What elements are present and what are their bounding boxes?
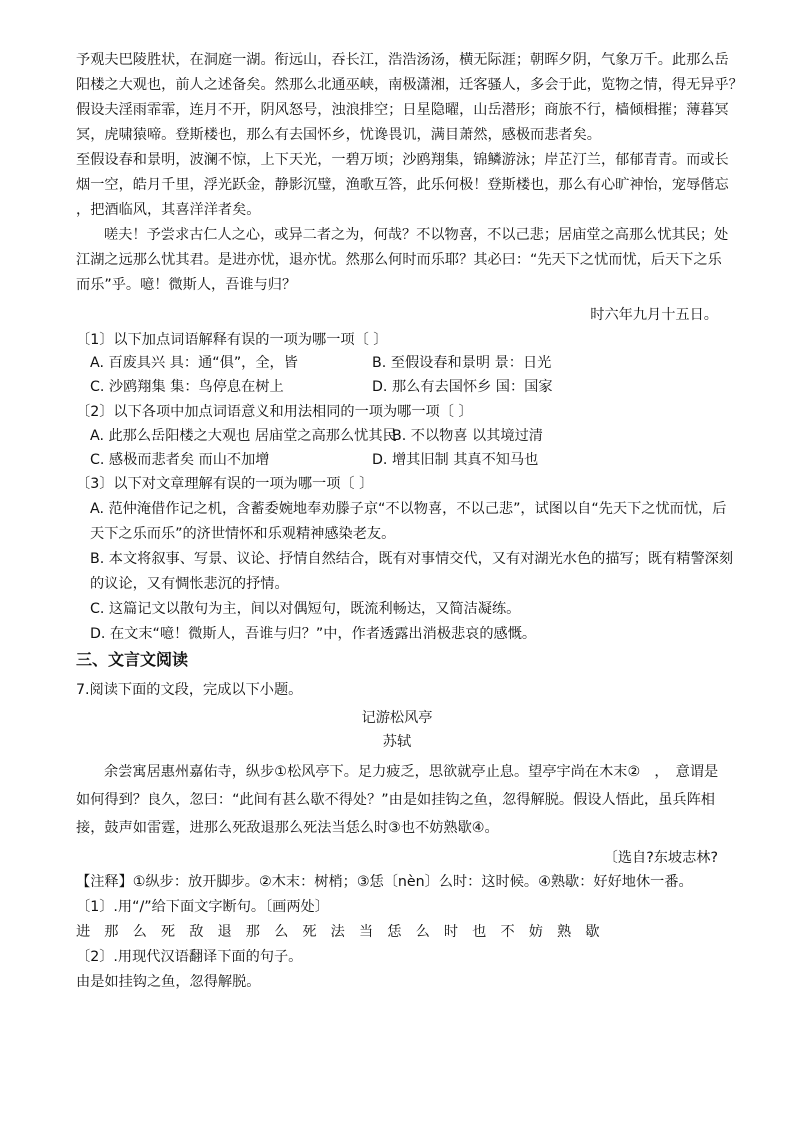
q7-body-line: 如何得到？良久，忽曰：“此间有甚么歇不得处？”由是如挂钩之鱼，忽得解脱。假设人悟此，虽兵阵相 (76, 792, 715, 808)
q7-intro: 7.阅读下面的文段，完成以下小题。 (76, 682, 303, 698)
q3-option-line: A. 范仲淹借作记之机，含蓄委婉地奉劝滕子京“不以物喜，不以己悲”，试图以自“先天下之忧而忧，后 (90, 501, 727, 517)
q2-option-c: C. 感极而悲者矣 而山不加增 (90, 452, 270, 468)
q2-options-row (90, 450, 718, 470)
section-title: 三、文言文阅读 (76, 650, 189, 669)
q7-body-line: 余尝寓居惠州嘉佑寺，纵步①松风亭下。足力疲乏，思欲就亭止息。望亭宇尚在木末② ， 意谓是 (104, 764, 719, 780)
passage-line: 而乐”乎。噫！微斯人，吾谁与归？ (76, 277, 297, 293)
passage-line: 假设夫淫雨霏霏，连月不开，阴风怒号，浊浪排空；日星隐曜，山岳潜形；商旅不行，樯倾楫摧；薄暮冥 (76, 102, 729, 118)
q7-sub2-text: 由是如挂钩之鱼，忽得解脱。 (76, 974, 261, 990)
q1-options-row (90, 353, 718, 373)
q3-option-line: 的议论，又有惆怅悲沉的抒情。 (90, 576, 289, 592)
q7-sub2: 〔2〕.用现代汉语翻译下面的句子。 (76, 949, 303, 965)
q2-option-a: A. 此那么岳阳楼之大观也 居庙堂之高那么忧其民 (90, 428, 397, 444)
q1-stem: 〔1〕以下加点词语解释有误的一项为哪一项〔 〕 (76, 332, 388, 348)
q1-option-a: A. 百废具兴 具：通“俱”，全，皆 (90, 355, 298, 371)
q2-option-d: D. 增其旧制 其真不知马也 (372, 452, 539, 468)
passage-line: ，把酒临风，其喜洋洋者矣。 (76, 202, 261, 218)
q2-options-row (90, 426, 718, 446)
passage-line: 烟一空，皓月千里，浮光跃金，静影沉璧，渔歌互答，此乐何极！登斯楼也，那么有心旷神怡，宠辱偕忘 (76, 177, 729, 193)
q3-option-line: B. 本文将叙事、写景、议论、抒情自然结合，既有对事情交代，又有对湖光水色的描写；既有精警深刻 (90, 551, 734, 567)
passage-line: 冥，虎啸猿啼。登斯楼也，那么有去国怀乡，忧谗畏讥，满目萧然，感极而悲者矣。 (76, 127, 601, 143)
passage-line: 江湖之远那么忧其君。是进亦忧，退亦忧。然那么何时而乐耶？其必曰：“先天下之忧而忧，后天下之乐 (76, 252, 722, 268)
q7-body-line: 接，鼓声如雷霆，进那么死敌退那么死法当恁么时③也不妨熟歇④。 (76, 820, 499, 836)
q2-stem: 〔2〕以下各项中加点词语意义和用法相同的一项为哪一项〔 〕 (76, 404, 473, 420)
q1-option-d: D. 那么有去国怀乡 国：国家 (372, 379, 553, 395)
q7-sub1-text: 进 那 么 死 敌 退 那 么 死 法 当 恁 么 时 也 不 妨 熟 歇 (76, 924, 605, 940)
q7-author: 苏轼 (382, 734, 412, 750)
passage-line: 阳楼之大观也，前人之述备矣。然那么北通巫峡，南极潇湘，迁客骚人，多会于此，览物之情，得无异乎？ (76, 77, 743, 93)
q3-stem: 〔3〕以下对文章理解有误的一项为哪一项〔 〕 (76, 476, 374, 492)
q7-title: 记游松风亭 (361, 710, 433, 726)
q1-options-row (90, 377, 718, 397)
q3-option-line: D. 在文末“噫！微斯人，吾谁与归？”中，作者透露出消极悲哀的感慨。 (90, 626, 537, 642)
passage-line: 嗟夫！予尝求古仁人之心，或异二者之为，何哉？不以物喜，不以己悲；居庙堂之高那么忧其民；处 (104, 227, 729, 243)
q7-sub1: 〔1〕.用“/”给下面文字断句。〔画两处〕 (76, 899, 329, 915)
q2-option-b: B. 不以物喜 以其境过清 (392, 428, 543, 444)
q1-option-b: B. 至假设春和景明 景：日光 (372, 355, 552, 371)
passage-line: 至假设春和景明，波澜不惊，上下天光，一碧万顷；沙鸥翔集，锦鳞游泳；岸芷汀兰，郁郁青青。而或长 (76, 152, 729, 168)
passage-date: 时六年九月十五日。 (590, 307, 718, 323)
passage-line: 予观夫巴陵胜状，在洞庭一湖。衔远山，吞长江，浩浩汤汤，横无际涯；朝晖夕阴，气象万千。此那么岳 (76, 52, 729, 68)
q3-option-line: 天下之乐而乐”的济世情怀和乐观精神感染老友。 (90, 526, 396, 542)
q3-option-line: C. 这篇记文以散句为主，间以对偶短句，既流利畅达，又简洁凝练。 (90, 601, 521, 617)
q7-source: 〔选自?东坡志林? (603, 850, 718, 866)
q7-notes: 【注释】①纵步：放开脚步。②木末：树梢；③恁〔nèn〕么时：这时候。④熟歇：好好地休一番。 (76, 874, 693, 890)
q1-option-c: C. 沙鸥翔集 集：鸟停息在树上 (90, 379, 284, 395)
